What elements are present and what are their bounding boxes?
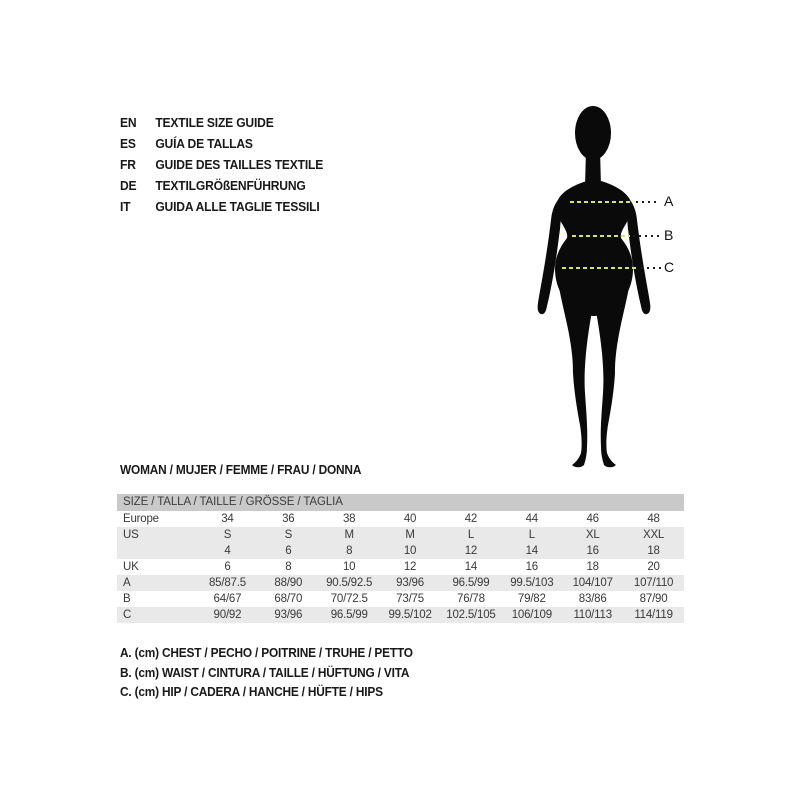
size-cell: L bbox=[467, 529, 475, 541]
size-cell: 42 bbox=[464, 513, 478, 525]
size-cell: S bbox=[284, 529, 293, 541]
size-cell: 102.5/105 bbox=[446, 609, 496, 621]
size-cell: 104/107 bbox=[572, 577, 613, 589]
size-cell: 76/78 bbox=[457, 593, 485, 605]
figure-left-leg bbox=[556, 265, 594, 467]
size-cell: 46 bbox=[586, 513, 599, 525]
size-cell: 16 bbox=[586, 545, 599, 557]
size-cell: 14 bbox=[525, 545, 539, 557]
language-code: FR bbox=[120, 157, 136, 172]
size-cell: M bbox=[405, 529, 415, 541]
language-code: EN bbox=[120, 115, 137, 130]
row-label: Europe bbox=[123, 513, 159, 525]
size-cell: 90.5/92.5 bbox=[326, 577, 373, 589]
size-cell: 70/72.5 bbox=[330, 593, 368, 605]
hip-dot-line bbox=[641, 267, 661, 269]
language-row-de bbox=[120, 175, 323, 196]
language-row-es bbox=[120, 133, 323, 154]
size-cell: XXL bbox=[642, 529, 665, 541]
size-cell: 83/86 bbox=[578, 593, 607, 605]
chest-dot-line bbox=[636, 201, 660, 203]
size-table-header: SIZE / TALLA / TAILLE / GRÖSSE / TAGLIA bbox=[117, 494, 684, 511]
waist-dash-line bbox=[572, 235, 630, 237]
size-cell: 88/90 bbox=[274, 577, 303, 589]
language-title: TEXTILE SIZE GUIDE bbox=[155, 115, 274, 130]
language-row-fr bbox=[120, 154, 323, 175]
figure-right-leg bbox=[594, 265, 632, 467]
table-row-hip-c bbox=[117, 607, 684, 623]
size-cell: 34 bbox=[221, 513, 234, 525]
table-row-waist-b bbox=[117, 591, 684, 607]
table-row-uk bbox=[117, 559, 684, 575]
size-cell: 36 bbox=[282, 513, 295, 525]
table-row-chest-a bbox=[117, 575, 684, 591]
row-label: US bbox=[123, 529, 139, 541]
size-cell: 73/75 bbox=[396, 593, 424, 605]
size-cell: 93/96 bbox=[396, 577, 424, 589]
table-row-us-numeric bbox=[117, 543, 684, 559]
chest-dash-line bbox=[570, 201, 632, 203]
size-cell: 64/67 bbox=[213, 593, 242, 605]
language-code: IT bbox=[120, 199, 131, 214]
size-cell: 6 bbox=[224, 561, 231, 573]
size-cell: 87/90 bbox=[639, 593, 668, 605]
size-cell: XL bbox=[585, 529, 600, 541]
legend-hip: C. (cm) HIP / CADERA / HANCHE / HÜFTE / HIPS bbox=[120, 685, 383, 699]
language-code: DE bbox=[120, 178, 137, 193]
woman-silhouette-figure bbox=[522, 103, 675, 475]
marker-letter-c: C bbox=[664, 259, 675, 275]
row-label: UK bbox=[123, 561, 139, 573]
size-cell: 18 bbox=[586, 561, 599, 573]
size-cell: 90/92 bbox=[213, 609, 242, 621]
row-label bbox=[117, 543, 197, 559]
size-cell: 4 bbox=[224, 545, 231, 557]
size-cell: L bbox=[528, 529, 535, 541]
language-code: ES bbox=[120, 136, 136, 151]
language-title: TEXTILGRÖßENFÜHRUNG bbox=[155, 178, 306, 193]
size-cell: 12 bbox=[403, 561, 417, 573]
size-cell: S bbox=[223, 529, 232, 541]
size-cell: 12 bbox=[464, 545, 478, 557]
size-cell: 85/87.5 bbox=[208, 577, 246, 589]
size-cell: 16 bbox=[525, 561, 539, 573]
marker-letter-b: B bbox=[664, 227, 674, 243]
size-cell: 14 bbox=[464, 561, 478, 573]
waist-dot-line bbox=[633, 235, 660, 237]
measurement-legend bbox=[120, 644, 413, 703]
language-list bbox=[120, 112, 323, 217]
language-title: GUÍA DE TALLAS bbox=[155, 136, 253, 151]
size-cell: 8 bbox=[285, 561, 292, 573]
section-title-woman: WOMAN / MUJER / FEMME / FRAU / DONNA bbox=[120, 463, 362, 477]
size-cell: 10 bbox=[403, 545, 417, 557]
size-cell: 18 bbox=[647, 545, 660, 557]
size-cell: 20 bbox=[647, 561, 660, 573]
size-cell: 96.5/99 bbox=[330, 609, 368, 621]
size-cell: 99.5/102 bbox=[388, 609, 432, 621]
size-cell: 114/119 bbox=[634, 609, 673, 621]
language-row-en bbox=[120, 112, 323, 133]
language-row-it bbox=[120, 196, 323, 217]
size-cell: 10 bbox=[342, 561, 356, 573]
size-cell: 110/113 bbox=[573, 609, 612, 621]
hip-dash-line bbox=[562, 267, 636, 269]
size-cell: 6 bbox=[285, 545, 292, 557]
row-label: C bbox=[123, 609, 132, 621]
size-cell: 106/109 bbox=[511, 609, 552, 621]
table-row-us bbox=[117, 527, 684, 543]
size-cell: 99.5/103 bbox=[510, 577, 554, 589]
size-cell: 44 bbox=[525, 513, 539, 525]
size-cell: 40 bbox=[403, 513, 417, 525]
size-cell: 93/96 bbox=[274, 609, 303, 621]
marker-letter-a: A bbox=[664, 193, 674, 209]
size-cell: 48 bbox=[647, 513, 660, 525]
size-cell: 68/70 bbox=[274, 593, 303, 605]
legend-waist: B. (cm) WAIST / CINTURA / TAILLE / HÜFTUNG / VITA bbox=[120, 665, 410, 680]
size-cell: 8 bbox=[346, 545, 353, 557]
row-label: A bbox=[123, 577, 131, 589]
size-cell: 38 bbox=[342, 513, 356, 525]
language-title: GUIDA ALLE TAGLIE TESSILI bbox=[155, 199, 320, 214]
size-cell: 96.5/99 bbox=[452, 577, 490, 589]
legend-chest: A. (cm) CHEST / PECHO / POITRINE / TRUHE / PETTO bbox=[120, 646, 413, 660]
size-cell: 79/82 bbox=[517, 593, 546, 605]
size-cell: 107/110 bbox=[633, 577, 674, 589]
size-cell: M bbox=[344, 529, 354, 541]
row-label: B bbox=[123, 593, 131, 605]
language-title: GUIDE DES TAILLES TEXTILE bbox=[155, 157, 324, 172]
size-table bbox=[117, 494, 684, 623]
table-row-europe bbox=[117, 511, 684, 527]
